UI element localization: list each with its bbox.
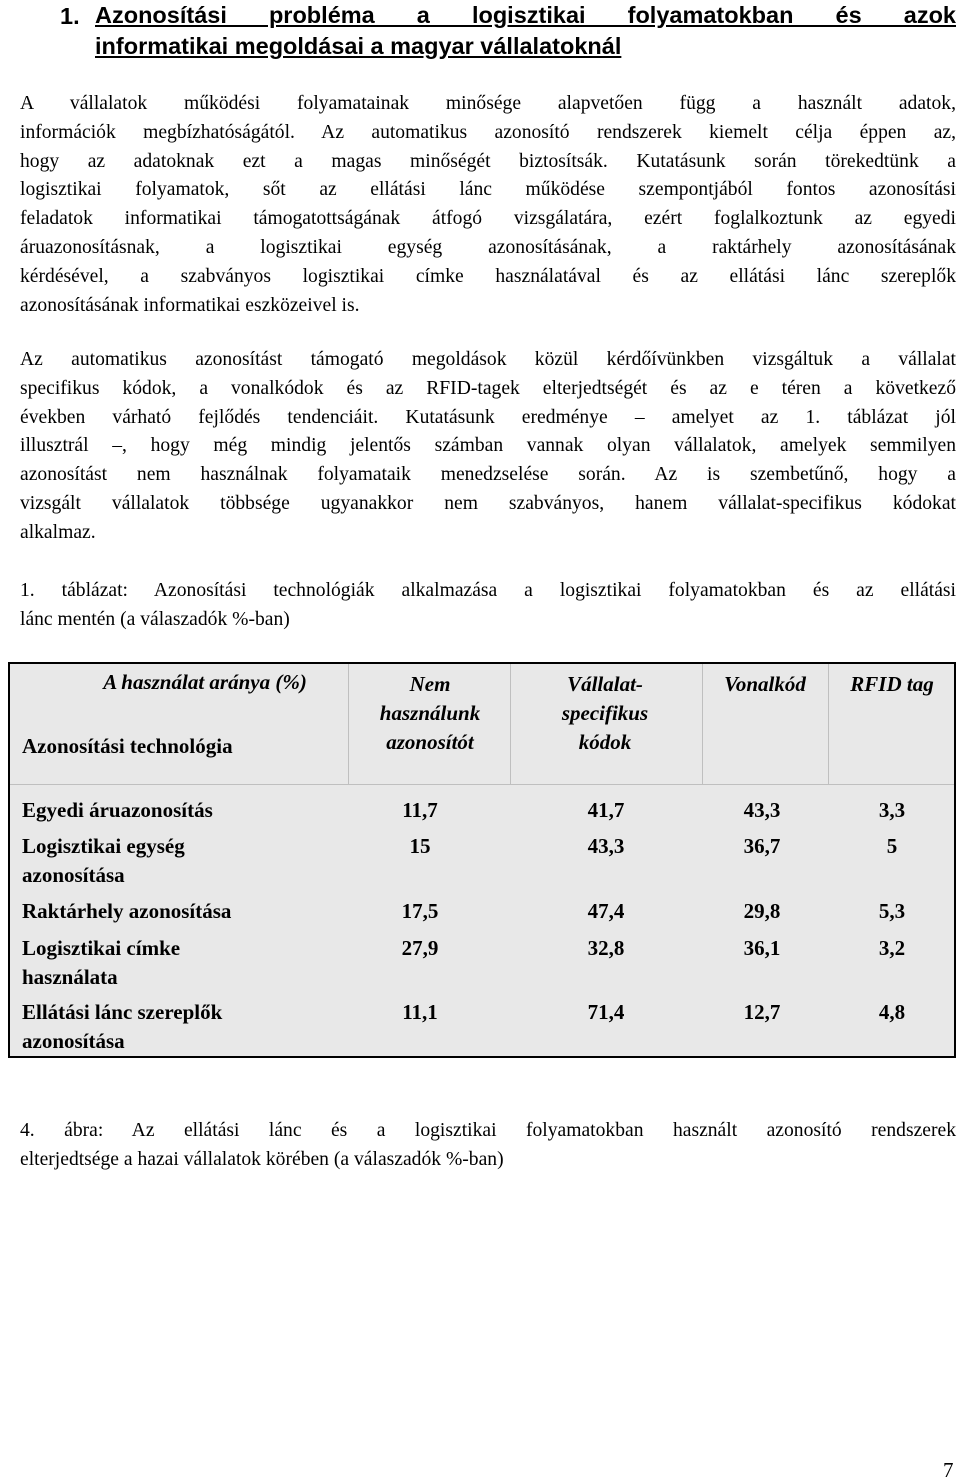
- paragraph-line: specifikus kódok, a vonalkódok és az RFID-tagek elterjedtségét és az e téren a következő: [20, 377, 956, 399]
- table-cell: 71,4: [587, 1000, 625, 1024]
- header-col-line: Nem: [409, 672, 451, 696]
- table-cell: 12,7: [743, 1000, 781, 1024]
- paragraph-line: azonosítást nem használnak folyamataik menedzselése során. Az is szembetűnő, hogy a: [20, 464, 956, 486]
- table-cell: 47,4: [587, 899, 625, 923]
- table-cell: 43,3: [587, 834, 625, 858]
- table-cell: 41,7: [587, 798, 625, 822]
- table-cell: 3,2: [878, 936, 906, 960]
- table-cell: 32,8: [587, 936, 625, 960]
- paragraph-line: kérdésével, a szabványos logisztikai címke használatával és az ellátási lánc szereplők: [20, 265, 956, 287]
- page-number: 7: [943, 1458, 954, 1482]
- table-cell: 5: [886, 834, 898, 858]
- header-col-rfid: RFID tag: [850, 672, 934, 696]
- table-cell: 36,1: [743, 936, 781, 960]
- paragraph-line: A vállalatok működési folyamatainak minősége alapvetően függ a használt adatok,: [20, 93, 956, 114]
- table-caption-line: lánc mentén (a válaszadók %-ban): [20, 608, 290, 630]
- figure-caption-line: elterjedtsége a hazai vállalatok körében (a válaszadók %-ban): [20, 1148, 504, 1170]
- paragraph-1: [20, 90, 956, 320]
- section-title-line-2: informatikai megoldásai a magyar vállalatoknál: [95, 33, 622, 59]
- row-label-line: Ellátási lánc szereplők: [22, 1000, 223, 1024]
- header-col-company-codes: [530, 670, 680, 757]
- row-label-line: azonosítása: [22, 863, 125, 887]
- paragraph-line: azonosításának informatikai eszközeivel is.: [20, 294, 360, 316]
- table-cell: 4,8: [878, 1000, 906, 1024]
- row-label-line: Logisztikai címke: [22, 936, 181, 960]
- paragraph-line: Az automatikus azonosítást támogató megoldások közül kérdőívünkben vizsgáltuk a vállalat: [20, 349, 956, 370]
- header-usage-ratio: A használat aránya (%): [103, 670, 307, 694]
- paragraph-line: hogy az adatoknak ezt a magas minőségét biztosítsák. Kutatásunk során törekedtünk a: [20, 150, 956, 172]
- paragraph-2: [20, 346, 956, 548]
- paragraph-line: alkalmaz.: [20, 521, 96, 543]
- figure-caption-line: 4. ábra: Az ellátási lánc és a logisztikai folyamatokban használt azonosító rendszerek: [20, 1120, 956, 1141]
- section-number: 1.: [60, 3, 80, 29]
- header-divider: [828, 664, 829, 784]
- paragraph-line: illusztrál –, hogy még mindig jelentős számban vannak olyan vállalatok, amelyek semmilyen: [20, 435, 956, 457]
- figure-caption: [20, 1117, 956, 1175]
- header-technology: Azonosítási technológia: [22, 734, 233, 758]
- table-cell: 5,3: [878, 899, 906, 923]
- paragraph-line: logisztikai folyamatok, sőt az ellátási lánc működése szempontjából fontos azonosítási: [20, 179, 956, 201]
- row-label: [22, 832, 352, 890]
- table-cell: 36,7: [743, 834, 781, 858]
- row-label-line: használata: [22, 965, 118, 989]
- header-col-no-id: [356, 670, 504, 757]
- paragraph-line: áruazonosításnak, a logisztikai egység azonosításának, a raktárhely azonosításának: [20, 236, 956, 258]
- table-cell: 43,3: [743, 798, 781, 822]
- header-divider: [510, 664, 511, 784]
- header-col-line: azonosítót: [386, 730, 474, 754]
- row-label: [22, 998, 352, 1056]
- row-label: [22, 934, 352, 992]
- header-divider: [702, 664, 703, 784]
- header-col-line: kódok: [578, 730, 632, 754]
- identification-table: [8, 662, 956, 1058]
- section-heading: [20, 0, 956, 62]
- table-cell: 27,9: [401, 936, 439, 960]
- header-col-barcode: Vonalkód: [724, 672, 806, 696]
- table-cell: 15: [409, 834, 431, 858]
- header-col-line: specifikus: [561, 701, 649, 725]
- table-cell: 11,1: [402, 1000, 438, 1024]
- table-cell: 3,3: [878, 798, 906, 822]
- row-label-line: azonosítása: [22, 1029, 125, 1053]
- row-label-line: Logisztikai egység: [22, 834, 185, 858]
- row-label: Raktárhely azonosítása: [22, 899, 232, 923]
- table-cell: 11,7: [402, 798, 438, 822]
- paragraph-line: vizsgált vállalatok többsége ugyanakkor nem szabványos, hanem vállalat-specifikus kódokat: [20, 492, 956, 514]
- row-label: Egyedi áruazonosítás: [22, 798, 213, 822]
- section-title-line-1: Azonosítási probléma a logisztikai folyamatokban és azok: [95, 2, 956, 28]
- paragraph-line: információk megbízhatóságától. Az automatikus azonosító rendszerek kiemelt célja éppen az,: [20, 121, 956, 143]
- paragraph-line: években várható fejlődés tendenciáit. Kutatásunk eredménye – amelyet az 1. táblázat jól: [20, 406, 956, 428]
- table-cell: 29,8: [743, 899, 781, 923]
- table-caption-line: 1. táblázat: Azonosítási technológiák alkalmazása a logisztikai folyamatokban és az ellátási: [20, 580, 956, 601]
- header-col-line: Vállalat-: [567, 672, 643, 696]
- header-col-line: használunk: [379, 701, 481, 725]
- table-caption: [20, 577, 956, 635]
- paragraph-line: feladatok informatikai támogatottságának átfogó vizsgálatára, ezért foglalkoztunk az egyedi: [20, 208, 956, 230]
- header-divider: [348, 664, 349, 784]
- table-cell: 17,5: [401, 899, 439, 923]
